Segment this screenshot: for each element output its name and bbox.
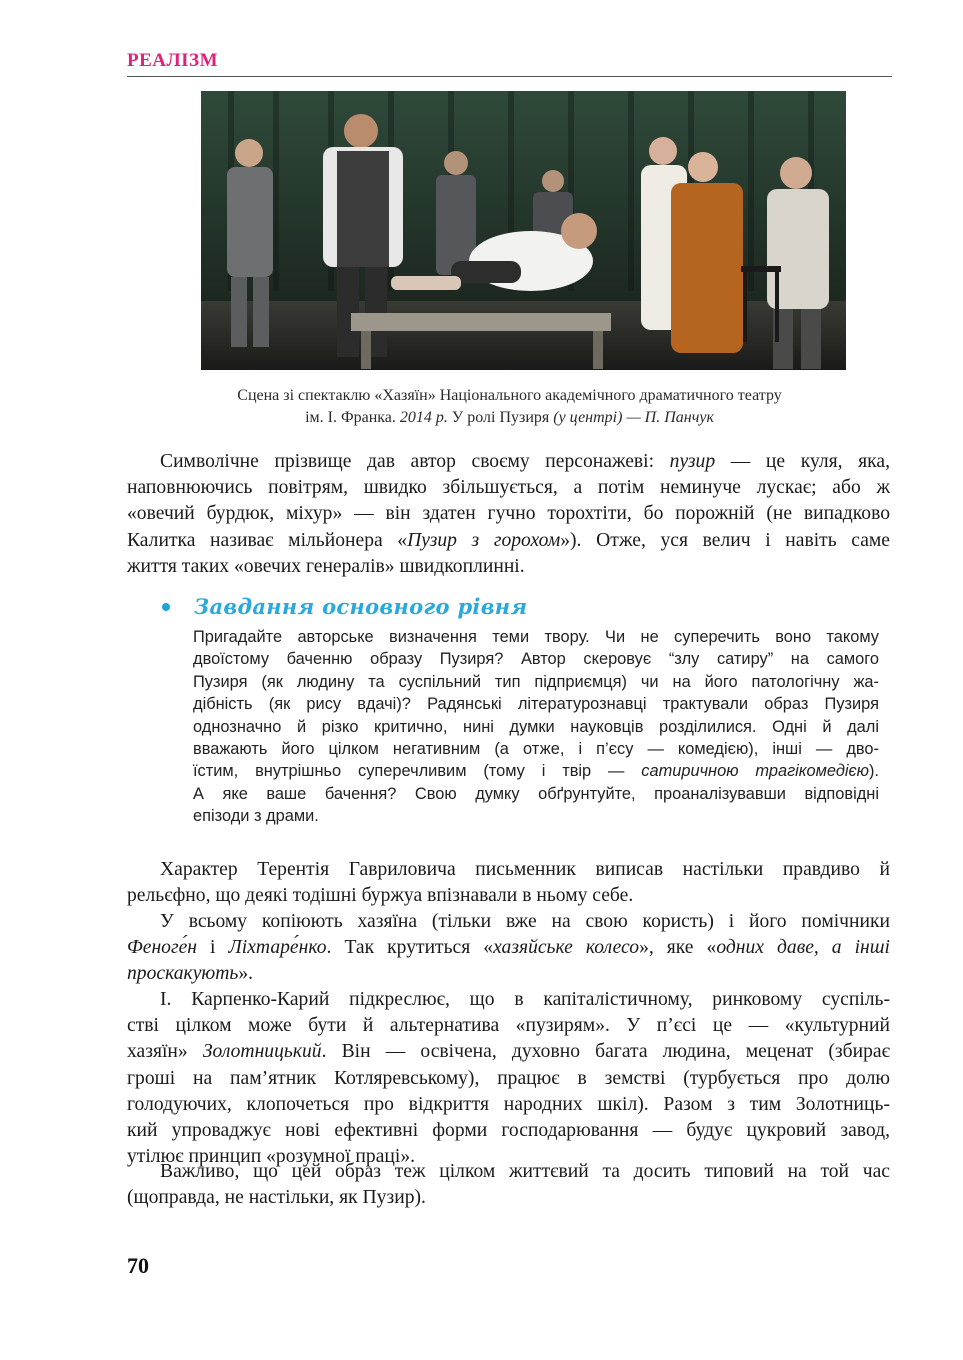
task-title: Завдання основного рівня [194,594,528,619]
theatre-photo [201,91,846,370]
page-number: 70 [127,1253,149,1278]
paragraph-helpers: У всьому копіюють хазяїна (тільки вже на свою користь) і його помічники Феноге́н і Ліхтаре́нко. Так крутиться «хазяйське колесо», яке «одних даве, а інші проскакують». [127,911,891,985]
caption-line-1: Сцена зі спектаклю «Хазяїн» Національного академічного драматичного театру [237,387,782,404]
paragraph-symbolic-name: Символічне прізвище дав автор своєму персонажеві: пузир — це куля, яка, наповнюючись повітрям, швидко збільшується, а потім неминуче лускає; або ж «овечий бурдюк, міхур» — він здатен гучно торохтіти, бо порожній (не випадково Калитка називає мільйонера «Пузир з горохом»). Отже, уся велич і навіть саме життя таких «овечих генералів» швидкоплинні. [127,451,890,577]
paragraph-character: Характер Терентія Гавриловича письменник виписав настільки правдиво й рельєфно, що деякі тодішні буржуа впізнавали в ньому себе. [127,859,890,907]
caption-line-2: ім. І. Франка. 2014 р. У ролі Пузиря (у центрі) — П. Панчук [305,409,714,426]
header-divider [127,76,892,77]
section-title: РЕАЛІЗМ [127,50,219,71]
paragraph-conclusion: Важливо, що цей образ теж цілком життєвий та досить типовий на той час (щоправда, не настільки, як Пузир). [127,1161,890,1209]
photo-caption [127,385,892,429]
task-heading [162,594,527,619]
bullet-icon [162,603,170,611]
task-text: Пригадайте авторське визначення теми твору. Чи не суперечить воно такому двоїстому баченню образу Пузиря? Автор скеровує “злу сатиру” на самого Пузиря (як людину та суспільний тип підприємця) чи на його патологічну жа- дібність (як рису вдачі)? Радянські літературознавці трактували образ Пузиря однозначно й різко критично, нині думки науковців розділилися. Одні й далі вважають його цілком негативним (а отже, і п’єсу — комедією), інші — дво- їстим, внутрішньо суперечливим (тому і твір — сатиричною трагікомедією). А яке ваше бачення? Свою думку обґрунтуйте, проаналізувавши відповідні епізоди з драми. [193,628,879,826]
paragraph-alternative: І. Карпенко-Карий підкреслює, що в капіталістичному, ринковому суспіль- стві цілком може бути й альтернатива «пузирям». У п’єсі це — «культурний хазяїн» Золотницький. Він — освічена, духовно багата людина, меценат (збирає гроші на пам’ятник Котляревському), працює в земстві (турбується про долю голодуючих, клопочеться про відкриття народних шкіл). Разом з тим Золотниць- кий упроваджує нові ефективні форми господарювання — будує цукровий завод, утілює принцип «розумної праці». [127,989,890,1168]
